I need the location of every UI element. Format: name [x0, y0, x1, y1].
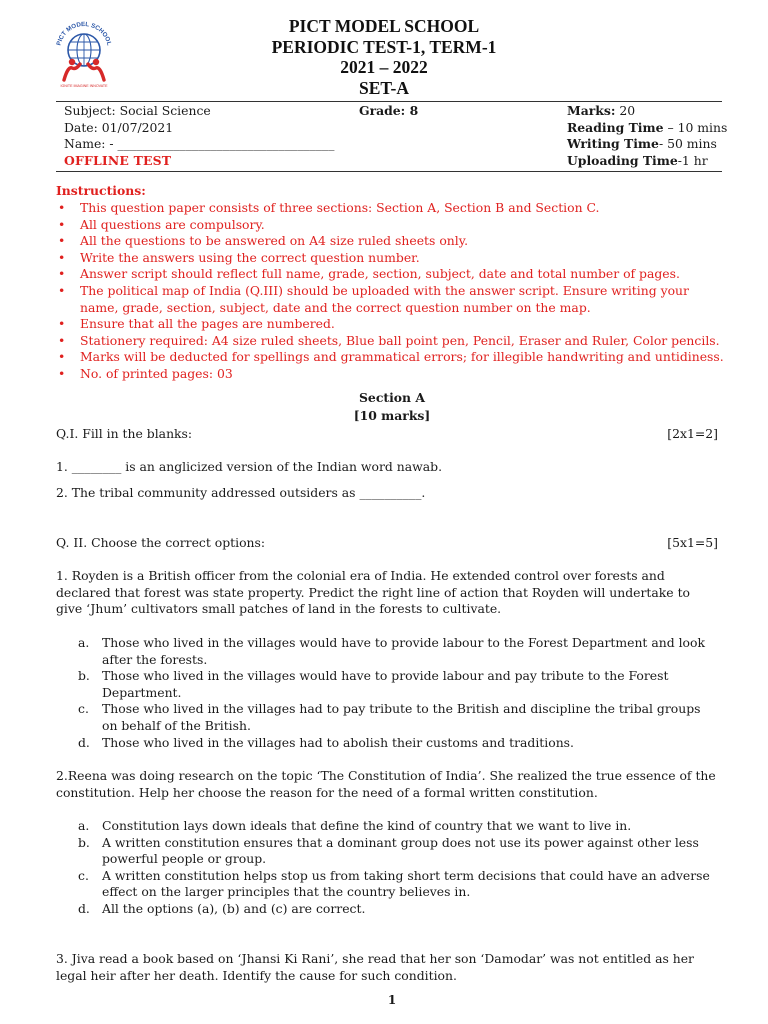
instruction-item: • Marks will be deducted for spellings and grammatical errors; for illegible handwriting and untidiness.	[56, 349, 726, 366]
mcq-option: c. Those who lived in the villages had to pay tribute to the British and discipline the tribal groups on behalf of the British.	[78, 701, 701, 733]
mcq-3-text: 3. Jiva read a book based on ‘Jhansi Ki Rani’, she read that her son ‘Damodar’ was not entitled as her legal heir after her death. Identify the cause for such condition.	[56, 951, 694, 983]
page-number: 1	[387, 993, 397, 1007]
meta-right	[567, 103, 727, 169]
question-1-title: Q.I. Fill in the blanks:	[56, 426, 193, 441]
uploading-time-row: Uploading Time-1 hr	[567, 152, 708, 168]
fill-blank-2: 2. The tribal community addressed outsiders as __________.	[56, 485, 426, 500]
meta-center	[359, 103, 418, 120]
header-divider-bottom	[56, 171, 722, 172]
question-1-header	[56, 426, 718, 443]
mcq-2-text: 2.Reena was doing research on the topic ‘The Constitution of India’. She realized the true essence of the constitution. Help her choose the reason for the need of a formal written constitution.	[56, 768, 716, 800]
mcq-option: c. A written constitution helps stop us from taking short term decisions that could have an adverse effect on the larger principles that the country believes in.	[78, 867, 710, 900]
instruction-item: • Answer script should reflect full name, grade, section, subject, date and total number of pages.	[56, 266, 726, 283]
instruction-item: • All the questions to be answered on A4 size ruled sheets only.	[56, 233, 726, 250]
marks-row: Marks: 20	[567, 103, 636, 118]
offline-test-label: OFFLINE TEST	[64, 152, 172, 168]
instruction-item: • The political map of India (Q.III) should be uploaded with the answer script. Ensure writing your name, grade, section, subject, date and the correct question number on the map.	[56, 283, 726, 316]
instruction-item: • Stationery required: A4 size ruled sheets, Blue ball point pen, Pencil, Eraser and Ruler, Color pencils.	[56, 333, 726, 350]
mcq-option: a. Constitution lays down ideals that define the kind of country that we want to live in.	[78, 818, 632, 833]
instruction-item: • Write the answers using the correct question number.	[56, 250, 726, 267]
section-marks: [10 marks]	[353, 408, 431, 423]
reading-time-row: Reading Time – 10 mins	[567, 119, 728, 135]
mcq-option: d. All the options (a), (b) and (c) are correct.	[78, 900, 366, 916]
mcq-option: b. Those who lived in the villages would have to provide labour and pay tribute to the Forest Department.	[78, 668, 669, 700]
question-2-marks: [5x1=5]	[667, 535, 718, 550]
mcq-1-text: 1. Royden is a British officer from the colonial era of India. He extended control over forests and declared that forest was state property. Predict the right line of action that Royden will undertake to give ‘Jhum’ cultivators small patches of land in the forests to cultivate.	[56, 568, 691, 617]
question-2-header	[56, 535, 718, 552]
mcq-2-options	[78, 818, 718, 918]
mcq-1-options	[78, 635, 718, 751]
instruction-item: • No. of printed pages: 03	[56, 366, 726, 383]
instructions-title: Instructions:	[56, 183, 146, 198]
name-field-label: Name: - ___________________________________	[64, 136, 335, 151]
set-label: SET-A	[359, 77, 409, 98]
svg-text:PICT MODEL SCHOOL: PICT MODEL SCHOOL	[55, 20, 113, 47]
writing-time-row: Writing Time- 50 mins	[567, 136, 717, 151]
svg-text:IGNITE IMAGINE INNOVATE: IGNITE IMAGINE INNOVATE	[60, 84, 108, 88]
meta-left	[64, 103, 334, 169]
instruction-item: • Ensure that all the pages are numbered.	[56, 316, 726, 333]
question-2-title: Q. II. Choose the correct options:	[56, 535, 266, 550]
instructions-block	[56, 183, 726, 383]
instructions-list	[56, 200, 726, 383]
exam-title-block	[0, 16, 768, 98]
fill-blank-1: 1. ________ is an anglicized version of the Indian word nawab.	[56, 459, 443, 474]
header-divider-top	[56, 101, 722, 102]
academic-year: 2021 – 2022	[340, 57, 428, 77]
test-name: PERIODIC TEST-1, TERM-1	[271, 36, 497, 57]
question-1-marks: [2x1=2]	[667, 426, 718, 441]
mcq-option: d. Those who lived in the villages had to abolish their customs and traditions.	[78, 734, 574, 750]
mcq-option: b. A written constitution ensures that a dominant group does not use its power against other less powerful people or group.	[78, 834, 699, 867]
instruction-item: • This question paper consists of three sections: Section A, Section B and Section C.	[56, 200, 726, 217]
grade-label: Grade: 8	[359, 103, 419, 118]
instruction-item: • All questions are compulsory.	[56, 217, 726, 234]
mcq-option: a. Those who lived in the villages would have to provide labour to the Forest Department and look after the forests.	[78, 635, 705, 667]
date-label: Date: 01/07/2021	[64, 119, 174, 135]
section-title: Section A	[358, 390, 425, 405]
subject-label: Subject: Social Science	[64, 103, 211, 118]
school-name: PICT MODEL SCHOOL	[288, 16, 480, 36]
